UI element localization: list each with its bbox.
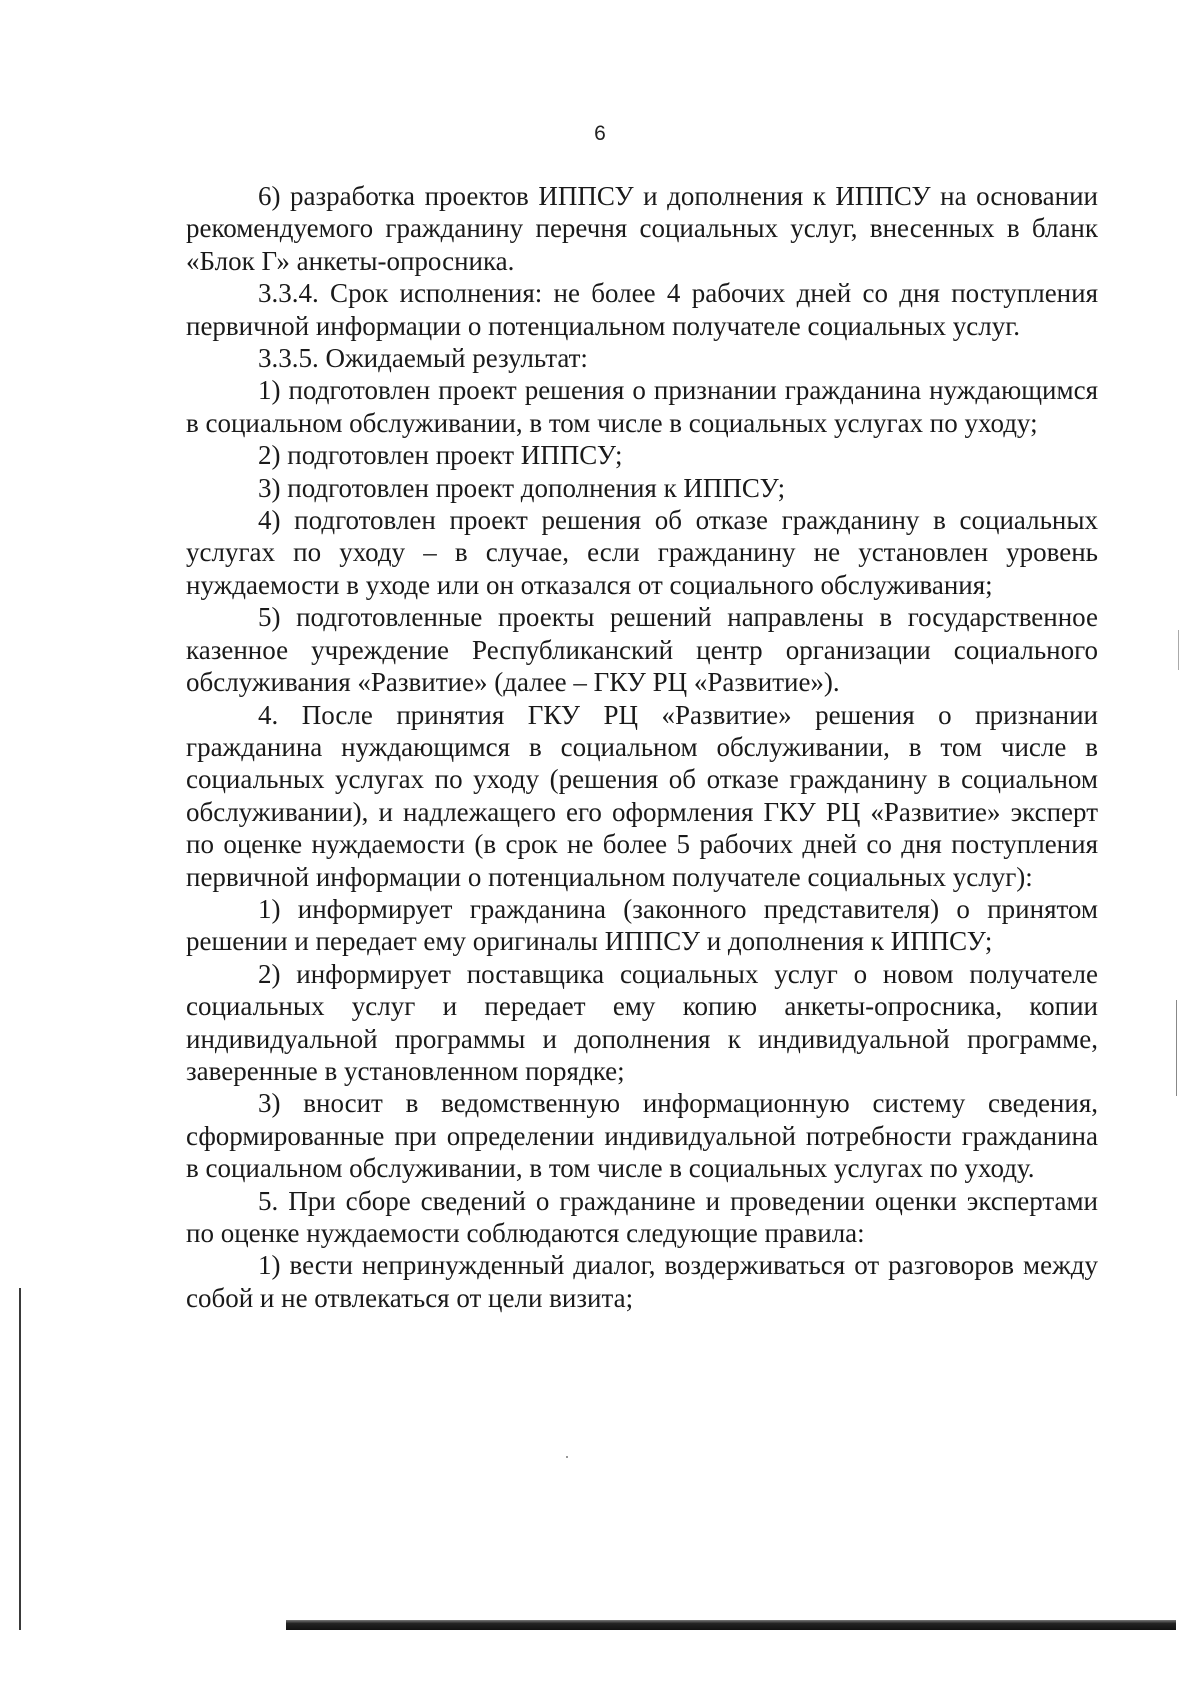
paragraph-3-3-5: 3.3.5. Ожидаемый результат: — [258, 343, 588, 374]
paragraph-item-6: 6) разработка проектов ИППСУ и дополнения к ИППСУ на основании рекомендуемого гражданину перечня социальных услуг, внесенных в бланк «Блок Г» анкеты-опросника. — [186, 181, 1098, 276]
section-5-item-1: 1) вести непринужденный диалог, воздерживаться от разговоров между собой и не отвлекаться от цели визита; — [186, 1250, 1098, 1313]
result-item-3: 3) подготовлен проект дополнения к ИППСУ; — [258, 472, 786, 503]
section-4-item-3: 3) вносит в ведомственную информационную систему сведения, сформированные при определении индивидуальной потребности гражданина в социальном обслуживании, в том числе в социальных услугах по уходу. — [186, 1088, 1098, 1184]
section-4-item-1: 1) информирует гражданина (законного представителя) о принятом решении и передает ему оригиналы ИППСУ и дополнения к ИППСУ; — [186, 893, 1098, 957]
document-body — [186, 180, 1098, 1314]
result-item-5: 5) подготовленные проекты решений направлены в государственное казенное учреждение Республиканский центр организации социального обслуживания «Развитие» (далее – ГКУ РЦ «Развитие»). — [186, 602, 1098, 698]
paragraph-section-4: 4. После принятия ГКУ РЦ «Развитие» решения о признании гражданина нуждающимся в социальном обслуживании, в том числе в социальных услугах по уходу (решения об отказе гражданину в социальном обслуживании), и надлежащего его оформления ГКУ РЦ «Развитие» эксперт по оценке нуждаемости (в срок не более 5 рабочих дней со дня поступления первичной информации о потенциальном получателе социальных услуг): — [186, 699, 1098, 892]
page-number: 6 — [594, 122, 606, 145]
scan-bottom-edge-bar — [286, 1620, 1176, 1630]
scan-left-edge-line — [19, 1288, 21, 1630]
result-item-4: 4) подготовлен проект решения об отказе гражданину в социальных услугах по уходу – в случае, если гражданину не установлен уровень нуждаемости в уходе или он отказался от социального обслуживания; — [186, 505, 1098, 600]
scan-right-mark — [1176, 1000, 1177, 1096]
paragraph-section-5: 5. При сборе сведений о гражданине и проведении оценки экспертами по оценке нуждаемости соблюдаются следующие правила: — [186, 1185, 1098, 1248]
section-4-item-2: 2) информирует поставщика социальных услуг о новом получателе социальных услуг и передает ему копию анкеты-опросника, копии индивидуальной программы и дополнения к индивидуальной программе, заверенные в установленном порядке; — [186, 958, 1098, 1086]
paragraph-3-3-4: 3.3.4. Срок исполнения: не более 4 рабочих дней со дня поступления первичной информации о потенциальном получателе социальных услуг. — [186, 278, 1098, 341]
result-item-2: 2) подготовлен проект ИППСУ; — [258, 440, 623, 471]
result-item-1: 1) подготовлен проект решения о признании гражданина нуждающимся в социальном обслуживании, в том числе в социальных услугах по уходу; — [186, 375, 1098, 438]
scan-dust-speck — [566, 1456, 568, 1458]
scan-right-mark-small — [1178, 630, 1179, 670]
